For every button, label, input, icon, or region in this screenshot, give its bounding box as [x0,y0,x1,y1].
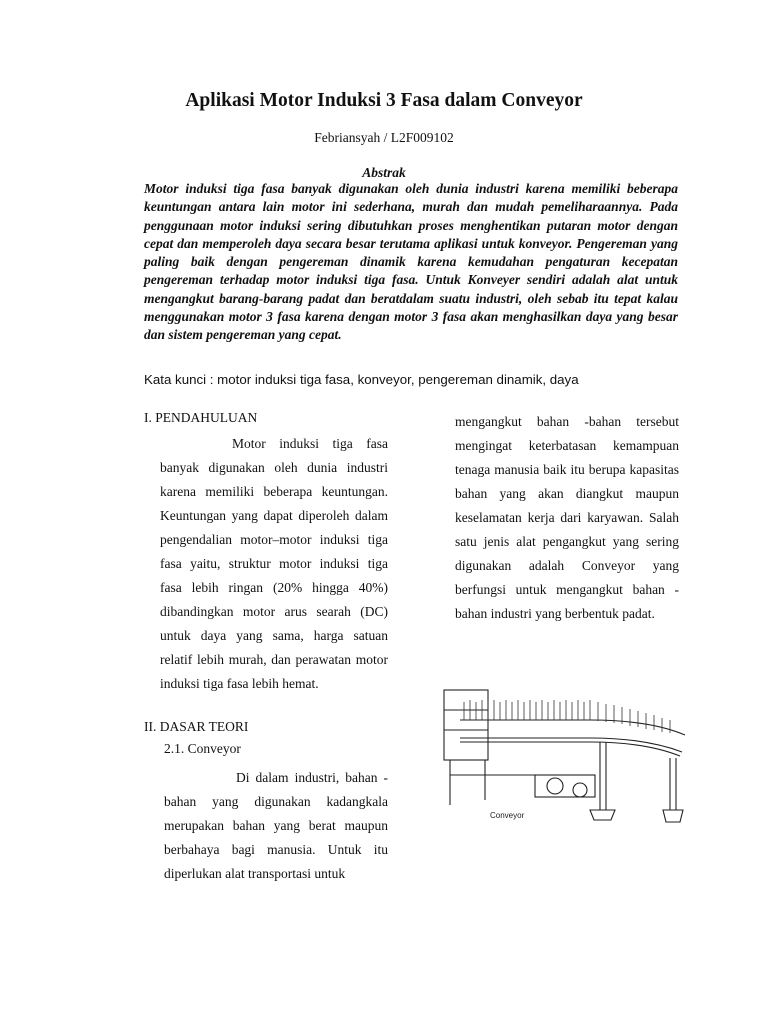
right-column-paragraph: mengangkut bahan -bahan tersebut mengingat keterbatasan kemampuan tenaga manusia baik itu berupa kapasitas bahan yang akan diangkut maupun keselamatan kerja dari karyawan. Salah satu jenis alat pengangkut yang sering digunakan adalah Conveyor yang berfungsi untuk mengangkut bahan -bahan industri yang berbentuk padat. [455,414,679,621]
author-line: Febriansyah / L2F009102 [314,130,454,145]
keywords-line: Kata kunci : motor induksi tiga fasa, konveyor, pengereman dinamik, daya [144,372,579,387]
right-column-body [455,410,679,626]
bottles-row [464,700,670,733]
abstract-heading: Abstrak [362,165,406,180]
figure-caption: Conveyor [490,811,525,820]
paper-title: Aplikasi Motor Induksi 3 Fasa dalam Conveyor [185,90,583,111]
conveyor-illustration [440,680,702,840]
subsection-heading-conveyor: 2.1. Conveyor [164,741,241,756]
section-heading-pendahuluan: I. PENDAHULUAN [144,410,258,425]
pendahuluan-paragraph: Motor induksi tiga fasa banyak digunakan oleh dunia industri karena memiliki beberapa keuntungan. Keuntungan yang dapat diperoleh dalam pengendalian motor–motor induksi tiga fasa yaitu, struktur motor induksi tiga fasa lebih ringan (20% hingga 40%) dibandingkan motor arus searah (DC) untuk daya yang sama, harga satuan relatif lebih murah, dan perawatan motor induksi tiga fasa lebih hemat. [160,436,388,691]
section-conveyor-body [164,766,388,886]
conveyor-paragraph: Di dalam industri, bahan -bahan yang digunakan kadangkala merupakan bahan yang berat maupun berbahaya bagi manusia. Untuk itu diperlukan alat transportasi untuk [164,770,388,881]
section-heading-dasar-teori: II. DASAR TEORI [144,719,249,734]
section-pendahuluan-body [160,432,388,696]
abstract-text: Motor induksi tiga fasa banyak digunakan oleh dunia industri karena memiliki beberapa keuntungan antara lain motor ini sederhana, murah dan mudah pemeliharaannya. Pada penggunaan motor induksi sering dibutuhkan proses menghentikan putaran motor dengan cepat dan memperoleh daya secara besar terutama aplikasi untuk konveyor. Pengereman yang paling baik dengan pengereman dinamik karena kemudahan pengaturan kecepatan pengereman terhadap motor induksi tiga fasa. Untuk Konveyer sendiri adalah alat untuk mengangkut barang-barang padat dan beratdalam suatu industri, oleh sebab itu tepat kalau menggunakan motor 3 fasa karena dengan motor 3 fasa akan menghasilkan daya yang besar dan sistem pengereman yang cepat. [144,181,678,343]
